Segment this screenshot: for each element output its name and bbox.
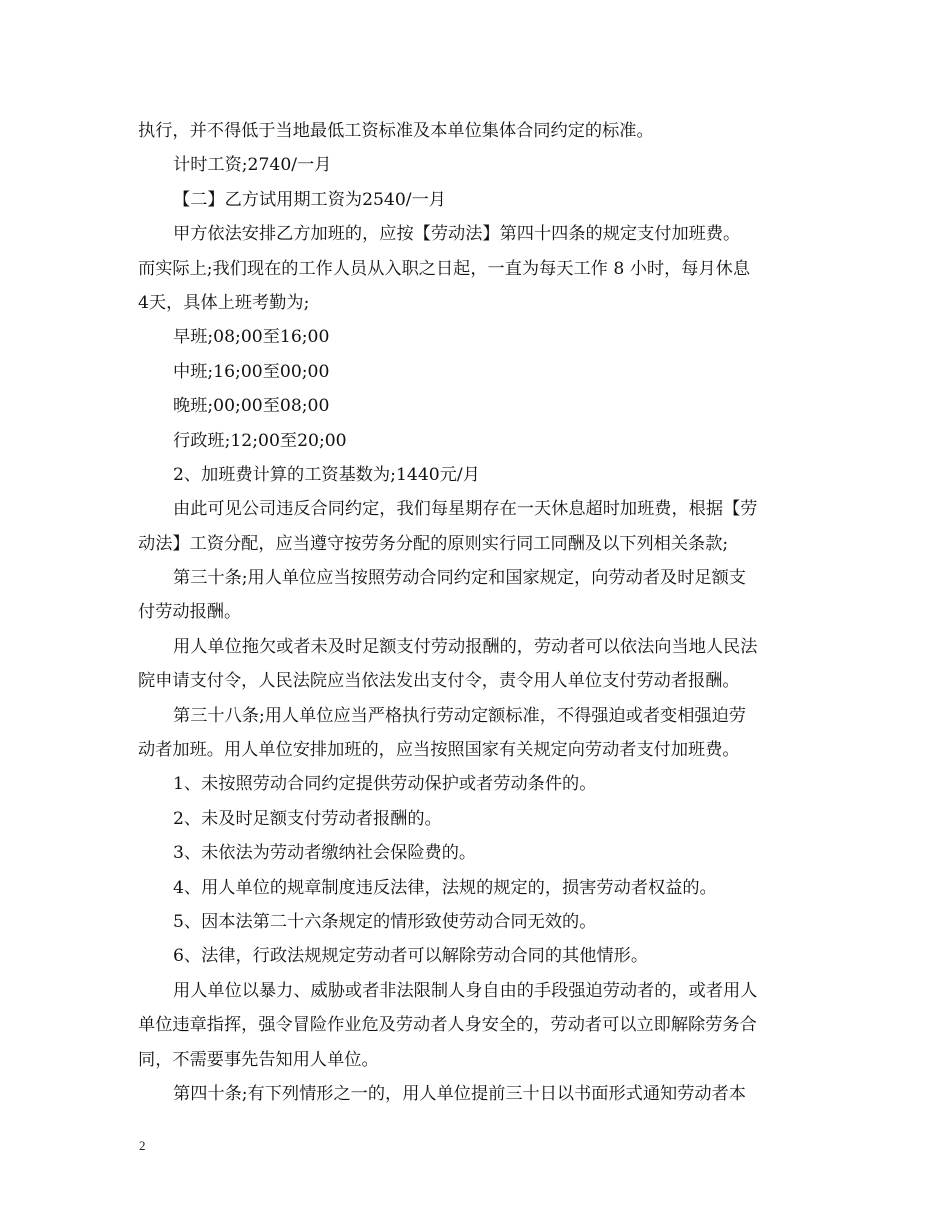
text-line: 4天，具体上班考勤为; bbox=[138, 292, 310, 313]
text-line: 甲方依法安排乙方加班的，应按【劳动法】第四十四条的规定支付加班费。 bbox=[173, 224, 741, 245]
text-line: 动者加班。用人单位安排加班的，应当按照国家有关规定向劳动者支付加班费。 bbox=[138, 740, 740, 761]
text-line: 3、未依法为劳动者缴纳社会保险费的。 bbox=[173, 843, 477, 864]
text-line: 第四十条;有下列情形之一的，用人单位提前三十日以书面形式通知劳动者本 bbox=[173, 1083, 746, 1104]
text-line: 动法】工资分配，应当遵守按劳务分配的原则实行同工同酬及以下列相关条款; bbox=[138, 533, 729, 554]
text-line: 1、未按照劳动合同约定提供劳动保护或者劳动条件的。 bbox=[173, 774, 597, 795]
text-line: 中班;16;00至00;00 bbox=[173, 361, 330, 382]
page-number: 2 bbox=[139, 1138, 146, 1153]
text-line: 单位违章指挥，强令冒险作业危及劳动者人身安全的，劳动者可以立即解除劳务合 bbox=[138, 1015, 757, 1036]
text-line: 由此可见公司违反合同约定，我们每星期存在一天休息超时加班费，根据【劳 bbox=[173, 499, 758, 520]
text-line: 用人单位拖欠或者未及时足额支付劳动报酬的，劳动者可以依法向当地人民法 bbox=[173, 636, 758, 657]
text-line: 6、法律，行政法规规定劳动者可以解除劳动合同的其他情形。 bbox=[173, 946, 649, 967]
text-line: 用人单位以暴力、威胁或者非法限制人身自由的手段强迫劳动者的，或者用人 bbox=[173, 980, 758, 1001]
text-line: 计时工资;2740/一月 bbox=[173, 155, 332, 176]
text-line: 付劳动报酬。 bbox=[138, 602, 242, 623]
text-line: 同，不需要事先告知用人单位。 bbox=[138, 1049, 379, 1070]
text-line: 第三十条;用人单位应当按照劳动合同约定和国家规定，向劳动者及时足额支 bbox=[173, 568, 746, 589]
document-body bbox=[138, 114, 818, 1111]
text-line: 院申请支付令，人民法院应当依法发出支付令，责令用人单位支付劳动者报酬。 bbox=[138, 671, 740, 692]
text-line: 【二】乙方试用期工资为2540/一月 bbox=[173, 189, 446, 210]
text-line: 2、加班费计算的工资基数为;1440元/月 bbox=[173, 464, 480, 485]
text-line: 5、因本法第二十六条规定的情形致使劳动合同无效的。 bbox=[173, 911, 597, 932]
text-line: 执行，并不得低于当地最低工资标准及本单位集体合同约定的标准。 bbox=[138, 121, 654, 141]
text-line: 行政班;12;00至20;00 bbox=[173, 430, 347, 451]
text-line: 4、用人单位的规章制度违反法律，法规的规定的，损害劳动者权益的。 bbox=[173, 877, 717, 898]
text-line: 2、未及时足额支付劳动者报酬的。 bbox=[173, 808, 442, 829]
text-line: 晚班;00;00至08;00 bbox=[173, 396, 330, 417]
text-line: 而实际上;我们现在的工作人员从入职之日起，一直为每天工作 8 小时，每月休息 bbox=[138, 258, 751, 279]
text-line: 第三十八条;用人单位应当严格执行劳动定额标准，不得强迫或者变相强迫劳 bbox=[173, 705, 746, 726]
text-line: 早班;08;00至16;00 bbox=[173, 327, 330, 348]
